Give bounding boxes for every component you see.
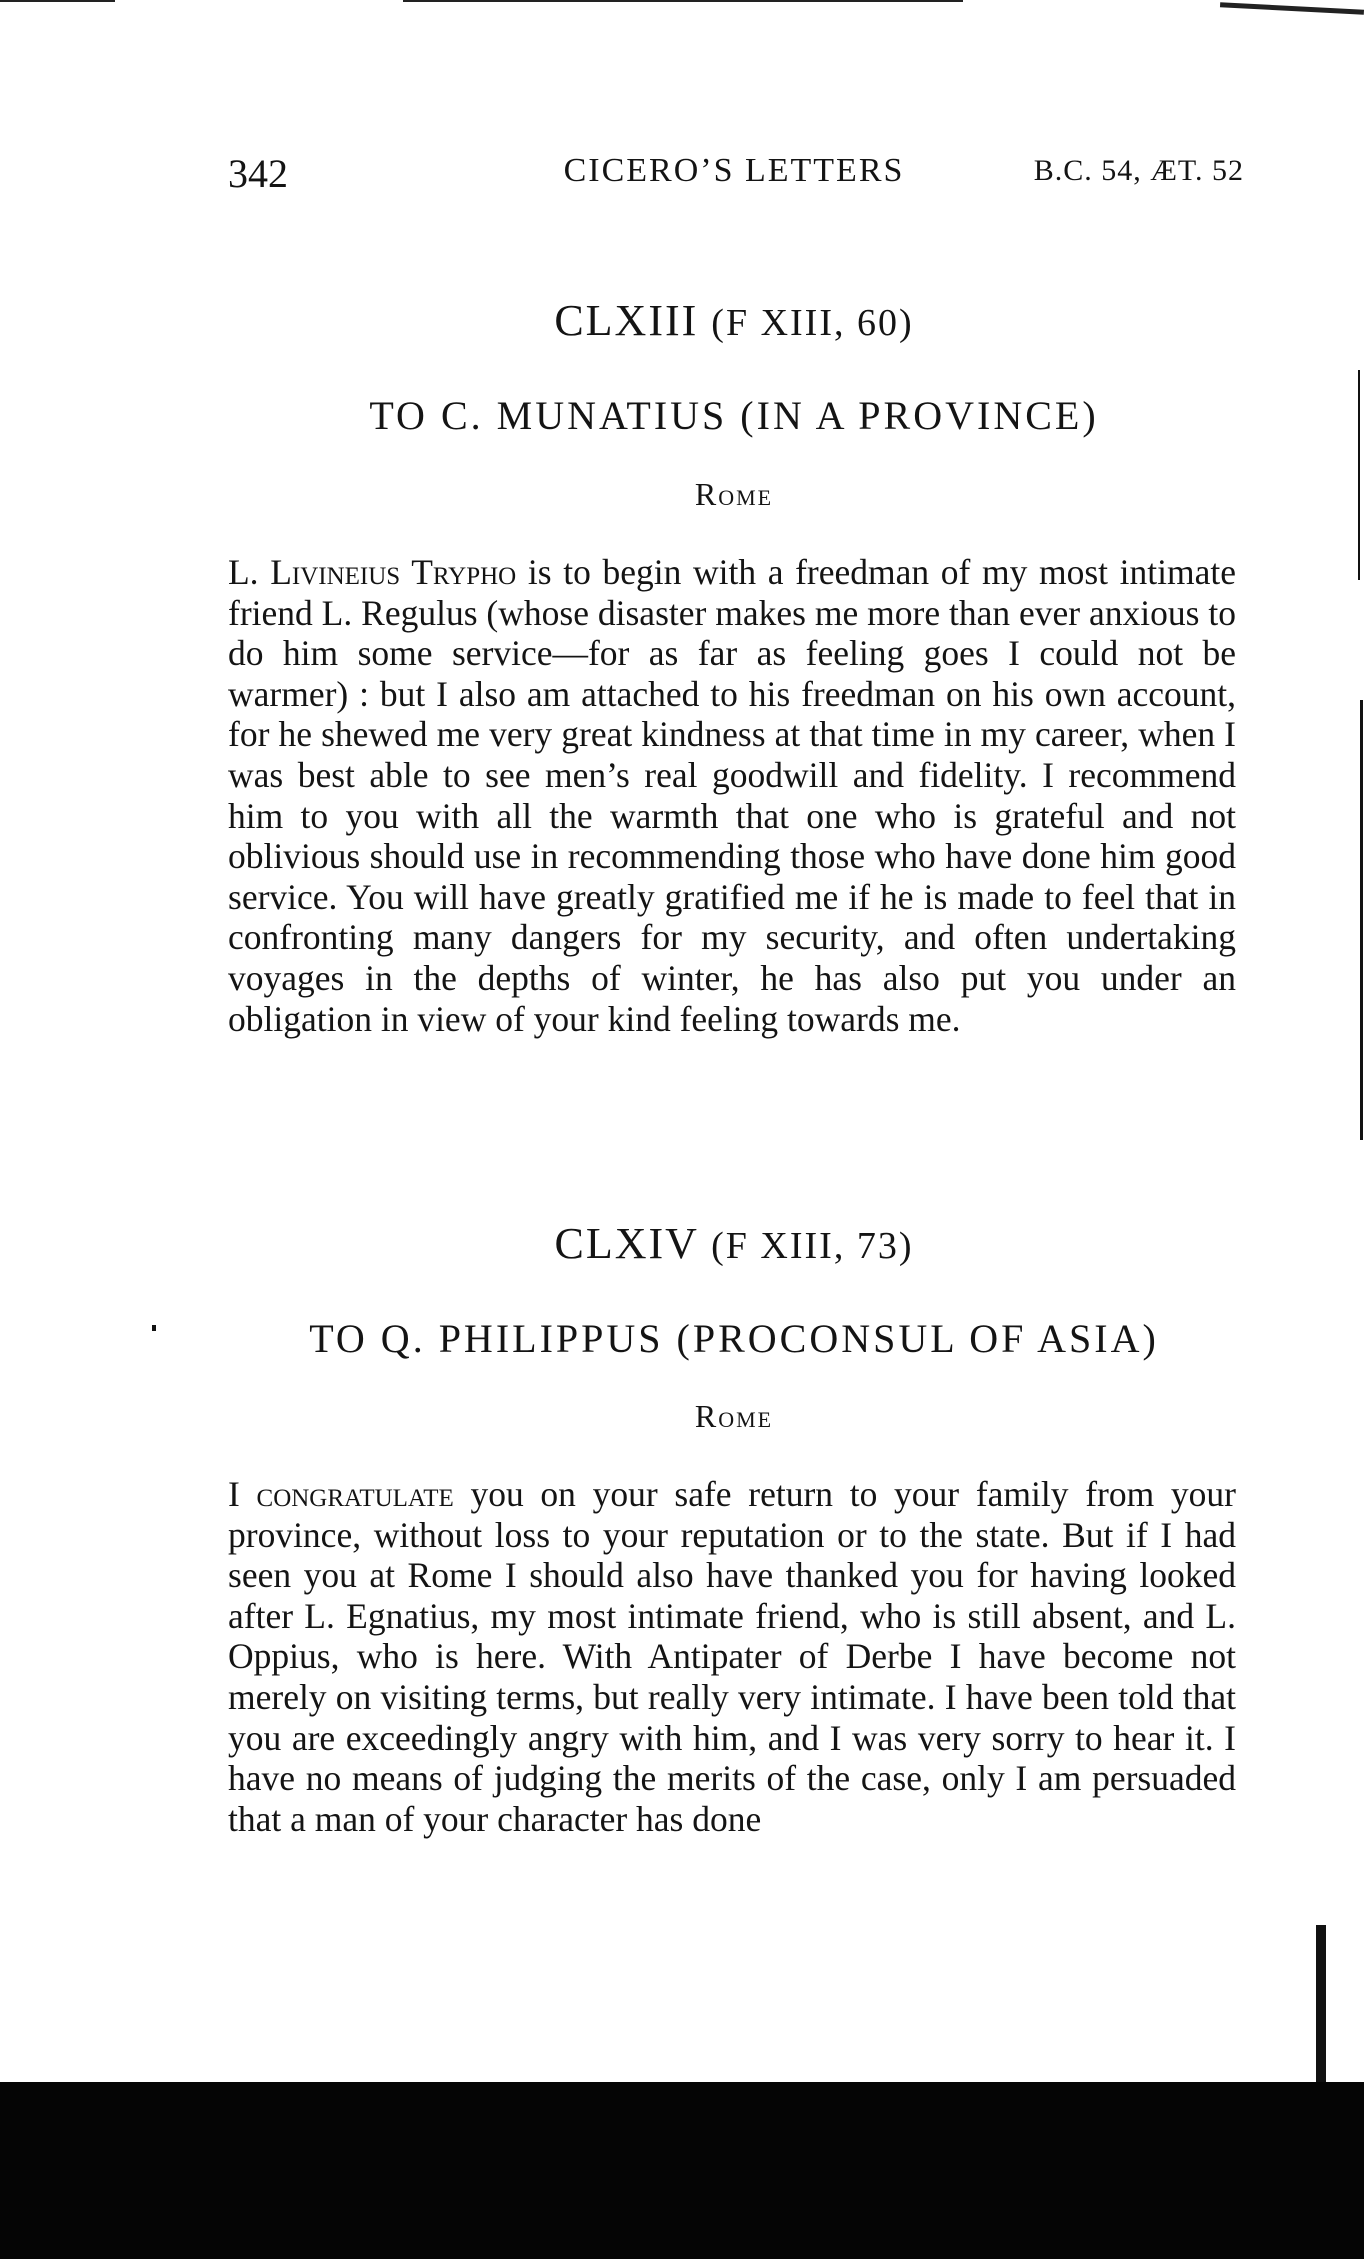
running-head bbox=[224, 150, 1244, 200]
running-title: CICERO’S LETTERS bbox=[563, 152, 905, 189]
letter-number: CLXIV bbox=[554, 1219, 699, 1268]
letter-heading-clxiii bbox=[224, 295, 1244, 346]
scan-edge-mark-upper bbox=[1358, 370, 1360, 580]
letter-addressee: TO Q. PHILIPPUS (PROCONSUL OF ASIA) bbox=[309, 1316, 1159, 1361]
letter-lead: L. Livineius Trypho bbox=[228, 552, 517, 592]
letter-number: CLXIII bbox=[554, 296, 699, 345]
letter-reference: (F XIII, 73) bbox=[711, 1225, 914, 1267]
scan-top-rule-left bbox=[0, 0, 115, 2]
letter-place: Rome bbox=[694, 1398, 774, 1434]
letter-lead: I congratulate bbox=[228, 1474, 454, 1514]
scan-top-rule-middle bbox=[403, 0, 963, 2]
letter-heading-clxiv bbox=[224, 1218, 1244, 1269]
letter-reference: (F XIII, 60) bbox=[711, 302, 914, 344]
letter-addressee: TO C. MUNATIUS (IN A PROVINCE) bbox=[369, 393, 1099, 438]
letter-body bbox=[228, 552, 1236, 1039]
scan-bottom-band bbox=[0, 2082, 1364, 2259]
scan-dot-left bbox=[152, 1325, 156, 1331]
scan-edge-mark-lower bbox=[1316, 1925, 1326, 2085]
letter-text: is to begin with a freedman of my most intimate friend L. Regulus (whose disaster makes me more than ever anxious to do him some service—for as far as feeling goes I could not be warmer) : but I also am attached to his freedman on his own account, for he shewed me very great kindness at that time in my career, when I was best able to see men’s real goodwill and fidelity. I recommend him to you with all the warmth that one who is grateful and not oblivious should use in recommending those who have done him good service. You will have greatly gratified me if he is made to feel that in confronting many dangers for my security, and often undertaking voyages in the depths of winter, he has also put you under an obligation in view of your kind feeling towards me. bbox=[228, 552, 1236, 1039]
scan-top-rule-right bbox=[1220, 2, 1364, 15]
running-date: B.C. 54, ÆT. 52 bbox=[1033, 154, 1244, 187]
letter-text: you on your safe return to your family from your province, without loss to your reputation or to the state. But if I had seen you at Rome I should also have thanked you for having looked after L. Egnatius, my most intimate friend, who is still absent, and L. Oppius, who is here. With Antipater of Derbe I have become not merely on visiting terms, but really very intimate. I have been told that you are exceedingly angry with him, and I was very sorry to hear it. I have no means of judging the merits of the case, only I am persuaded that a man of your character has done bbox=[228, 1474, 1236, 1839]
letter-body bbox=[228, 1474, 1236, 1839]
page-number: 342 bbox=[228, 151, 288, 196]
scan-edge-mark-mid bbox=[1360, 700, 1363, 1140]
letter-place: Rome bbox=[694, 476, 774, 512]
